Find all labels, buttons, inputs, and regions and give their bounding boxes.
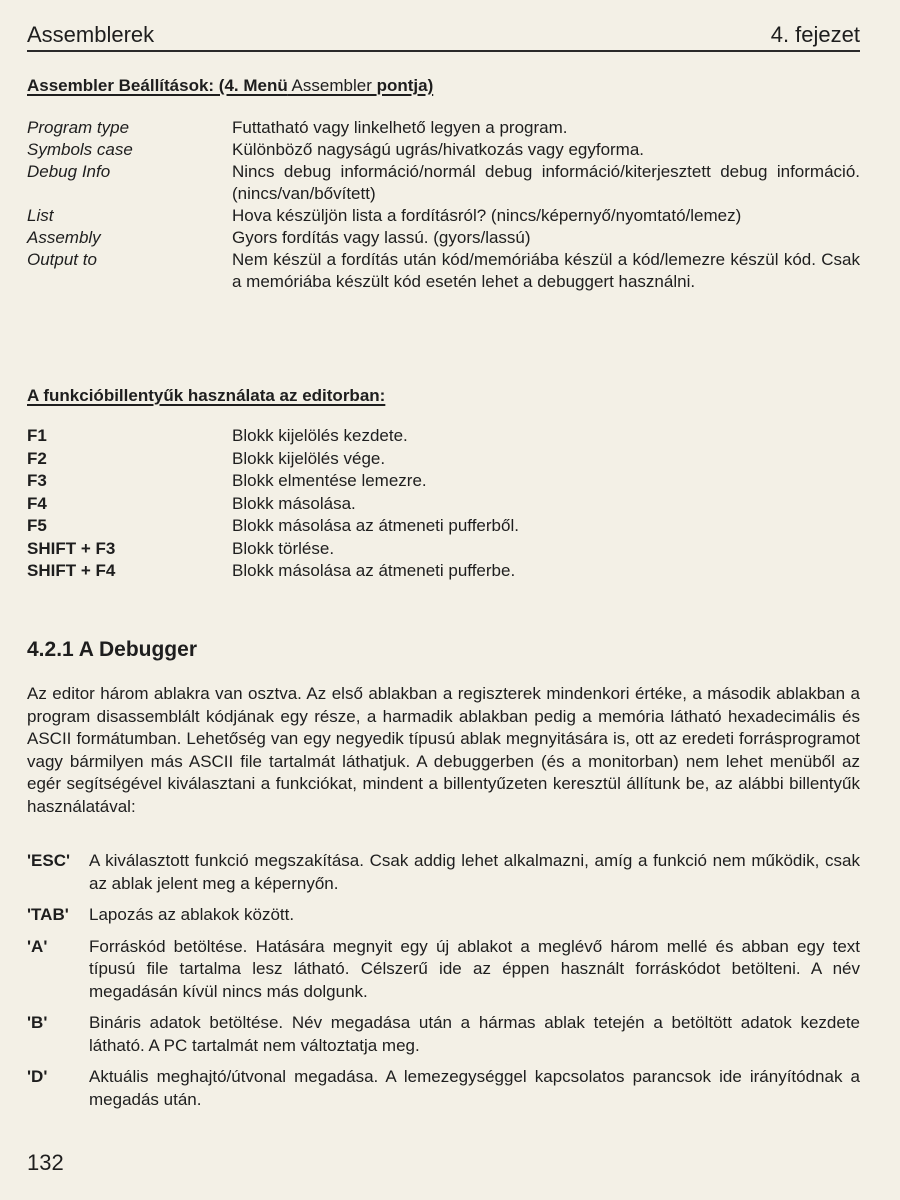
function-key-name: F2: [27, 448, 47, 468]
settings-item: [27, 227, 860, 249]
debugger-key-description: A kiválasztott funkció megszakítása. Csak addig lehet alkalmazni, amíg a funkció nem működik, csak az ablak jelent meg a képernyőn.: [89, 851, 860, 893]
debugger-intro-paragraph: Az editor három ablakra van osztva. Az első ablakban a regiszterek mindenkori értéke, a második ablakban a program disassemblált kódjának egy része, a harmadik ablakban pedig a memória látható hexadecimális és ASCII formátumban. Lehetőség van egy negyedik típusú ablak megnyitására is, ott az eredeti forrásprogramot vagy bármilyen más ASCII file tartalmát láthatjuk. A debuggerben (és a monitorban) nem lehet menüből az egér segítségével kiválasztani a funkciókat, mindent a billentyűzeten keresztül állítunk be, az alábbi billentyűk használatával:: [27, 684, 860, 816]
function-keys-heading: A funkcióbillentyűk használata az editorban:: [27, 386, 386, 405]
debugger-key-item: [27, 1066, 860, 1111]
function-key-description: Blokk kijelölés kezdete.: [232, 426, 408, 445]
assembler-settings-list: [27, 117, 860, 293]
function-key-description: Blokk másolása.: [232, 493, 356, 513]
settings-item: [27, 139, 860, 161]
debugger-key-description: Aktuális meghajtó/útvonal megadása. A lemezegységgel kapcsolatos parancsok ide irányítódnak a megadás után.: [89, 1067, 860, 1109]
debugger-key-item: [27, 936, 860, 1004]
debugger-key-item: [27, 850, 860, 895]
function-key-item: [27, 538, 860, 561]
debugger-key-item: [27, 1012, 860, 1057]
heading-part-regular: Assembler: [287, 76, 377, 95]
function-key-name: SHIFT + F4: [27, 561, 116, 580]
debugger-key-item: [27, 904, 860, 927]
debugger-key-name: 'D': [27, 1067, 48, 1086]
settings-item: [27, 161, 860, 205]
function-key-name: F1: [27, 426, 47, 445]
settings-item: [27, 117, 860, 139]
debugger-section-title: 4.2.1 A Debugger: [27, 638, 197, 661]
running-head-chapter-name: Assemblerek: [27, 22, 155, 47]
function-key-description: Blokk elmentése lemezre.: [232, 471, 427, 490]
debugger-key-name: 'TAB': [27, 905, 69, 924]
function-key-item: [27, 560, 860, 583]
settings-item: [27, 249, 860, 293]
assembler-settings-heading: [27, 76, 433, 96]
function-key-item: [27, 493, 860, 516]
running-head-chapter-number: 4. fejezet: [770, 22, 860, 47]
settings-term: List: [27, 206, 54, 225]
function-key-item: [27, 470, 860, 493]
function-key-name: F4: [27, 493, 47, 513]
running-head: [27, 16, 860, 52]
function-key-description: Blokk kijelölés vége.: [232, 448, 386, 468]
settings-term: Assembly: [27, 228, 101, 247]
settings-description: Gyors fordítás vagy lassú. (gyors/lassú): [232, 228, 531, 247]
function-key-name: F3: [27, 471, 47, 490]
debugger-keys-list: [27, 850, 860, 1120]
book-page: [27, 0, 860, 1200]
function-key-item: [27, 425, 860, 448]
function-key-description: Blokk törlése.: [232, 538, 335, 558]
debugger-key-description: Bináris adatok betöltése. Név megadása után a hármas ablak tetején a betöltött adatok kezdete látható. A PC tartalmát nem változtatja meg.: [89, 1013, 860, 1055]
function-key-description: Blokk másolása az átmeneti pufferből.: [232, 516, 519, 535]
debugger-key-description: Forráskód betöltése. Hatására megnyit egy új ablakot a meglévő három mellé és abban egy text típusú file tartalma lesz látható. Célszerű ide az éppen használt forráskódot betölteni. A név megadásán kívül nincs más dolgunk.: [89, 936, 860, 1001]
settings-description: Nem készül a fordítás után kód/memóriába készül a kód/lemezre készül kód. Csak a memóriába készült kód esetén lehet a debuggert használni.: [232, 250, 860, 291]
function-key-item: [27, 448, 860, 471]
debugger-key-name: 'ESC': [27, 851, 71, 870]
function-key-description: Blokk másolása az átmeneti pufferbe.: [232, 561, 516, 580]
function-key-name: SHIFT + F3: [27, 538, 116, 558]
heading-part-bold-end: pontja): [376, 76, 434, 95]
settings-term: Output to: [27, 250, 97, 269]
heading-part-bold: Assembler Beállítások: (4. Menü: [27, 76, 288, 95]
settings-description: Különböző nagyságú ugrás/hivatkozás vagy egyforma.: [232, 140, 645, 159]
function-keys-list: [27, 425, 860, 583]
settings-description: Futtatható vagy linkelhető legyen a program.: [232, 118, 568, 137]
settings-term: Symbols case: [27, 140, 133, 159]
debugger-key-name: 'B': [27, 1013, 48, 1032]
settings-item: [27, 205, 860, 227]
settings-description: Hova készüljön lista a fordításról? (nincs/képernyő/nyomtató/lemez): [232, 206, 742, 225]
function-key-name: F5: [27, 516, 47, 535]
settings-description: Nincs debug információ/normál debug információ/kiterjesztett debug információ. (nincs/van/bővített): [232, 162, 860, 203]
page-number: 132: [27, 1150, 64, 1175]
settings-term: Debug Info: [27, 162, 111, 181]
debugger-key-description: Lapozás az ablakok között.: [89, 905, 295, 924]
debugger-key-name: 'A': [27, 936, 48, 956]
function-key-item: [27, 515, 860, 538]
settings-term: Program type: [27, 118, 130, 137]
